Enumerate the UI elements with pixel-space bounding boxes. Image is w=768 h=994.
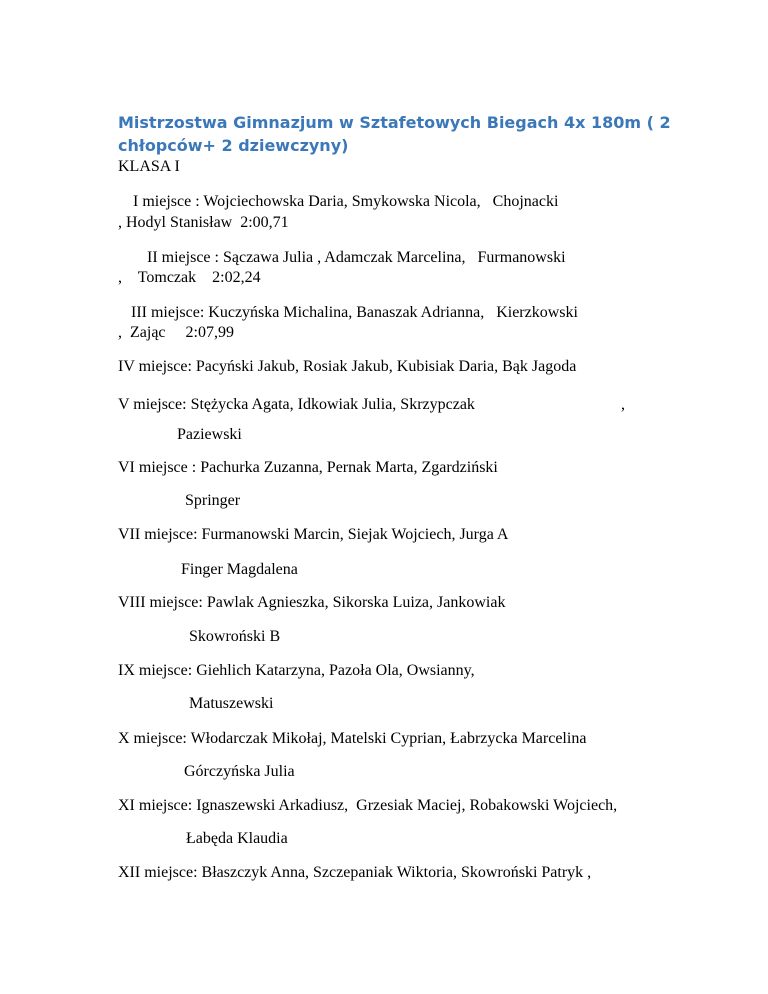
result-6-line-1: VI miejsce : Pachurka Zuzanna, Pernak Marta, Zgardziński	[118, 459, 498, 476]
result-2-line-2: , Tomczak 2:02,24	[118, 269, 261, 286]
result-12-line-1: XII miejsce: Błaszczyk Anna, Szczepaniak Wiktoria, Skowroński Patryk ,	[118, 864, 592, 881]
result-10-line-1: X miejsce: Włodarczak Mikołaj, Matelski Cyprian, Łabrzycka Marcelina	[118, 730, 587, 747]
result-11-line-1: XI miejsce: Ignaszewski Arkadiusz, Grzesiak Maciej, Robakowski Wojciech,	[118, 797, 618, 814]
result-1-line-2: , Hodyl Stanisław 2:00,71	[118, 214, 289, 231]
result-3-line-1: III miejsce: Kuczyńska Michalina, Banaszak Adrianna, Kierzkowski	[131, 304, 578, 321]
result-3-line-2: , Zając 2:07,99	[118, 324, 234, 341]
result-8-line-1: VIII miejsce: Pawlak Agnieszka, Sikorska Luiza, Jankowiak	[118, 594, 506, 611]
result-9-line-2: Matuszewski	[189, 695, 274, 712]
result-9-line-1: IX miejsce: Giehlich Katarzyna, Pazoła Ola, Owsianny,	[118, 662, 475, 679]
result-7-line-2: Finger Magdalena	[181, 561, 298, 578]
result-10-line-2: Górczyńska Julia	[184, 763, 295, 780]
class-label: KLASA I	[118, 158, 180, 175]
result-2-line-1: II miejsce : Sączawa Julia , Adamczak Marcelina, Furmanowski	[147, 249, 566, 266]
result-11-line-2: Łabęda Klaudia	[186, 830, 288, 847]
result-6-line-2: Springer	[185, 492, 241, 509]
result-4-line-1: IV miejsce: Pacyński Jakub, Rosiak Jakub, Kubisiak Daria, Bąk Jagoda	[118, 358, 577, 375]
title-line-2: chłopców+ 2 dziewczyny)	[118, 136, 349, 155]
result-5-trailing-comma: ,	[621, 396, 625, 413]
title-line-1: Mistrzostwa Gimnazjum w Sztafetowych Biegach 4x 180m ( 2	[118, 113, 671, 132]
result-5-line-2: Paziewski	[177, 426, 242, 443]
result-1-line-1: I miejsce : Wojciechowska Daria, Smykowska Nicola, Chojnacki	[133, 193, 559, 210]
result-5-line-1: V miejsce: Stężycka Agata, Idkowiak Julia, Skrzypczak	[118, 396, 475, 413]
document-title	[118, 111, 738, 157]
result-7-line-1: VII miejsce: Furmanowski Marcin, Siejak Wojciech, Jurga A	[118, 526, 509, 543]
result-8-line-2: Skowroński B	[189, 628, 281, 645]
